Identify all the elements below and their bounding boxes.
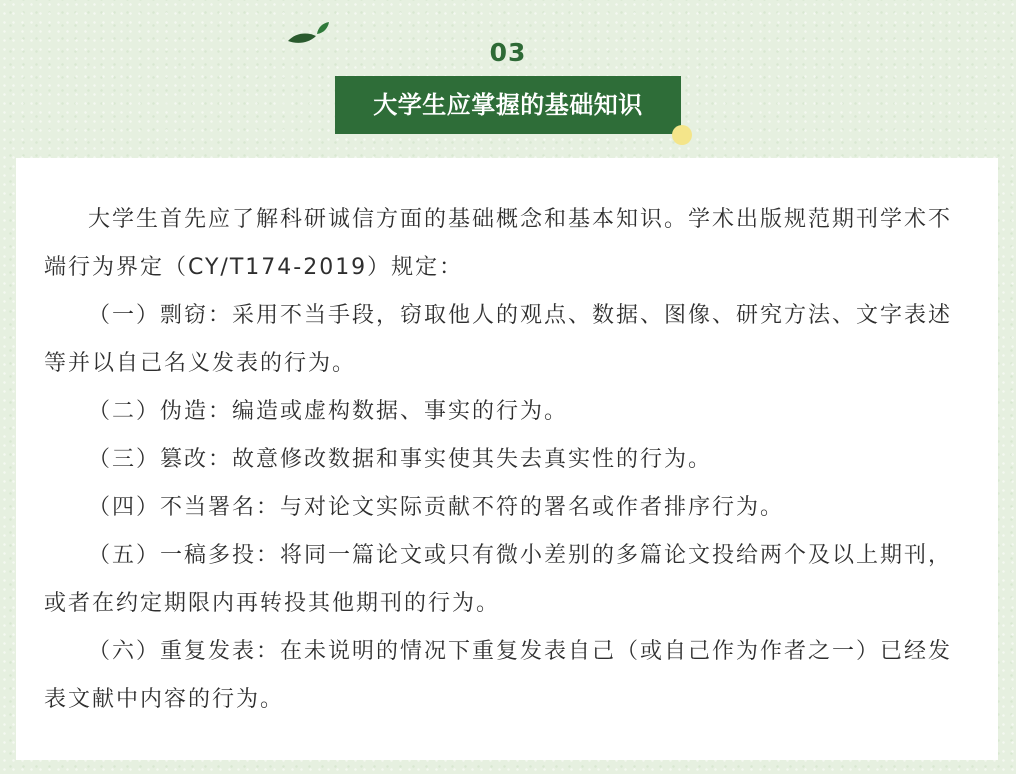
section-number: 03 bbox=[489, 38, 527, 67]
paragraph-intro: 大学生首先应了解科研诚信方面的基础概念和基本知识。学术出版规范期刊学术不端行为界定（CY/T174-2019）规定： bbox=[44, 207, 953, 280]
content-card bbox=[16, 158, 998, 760]
decorative-dot bbox=[672, 125, 692, 145]
section-title: 大学生应掌握的基础知识 bbox=[335, 76, 681, 134]
paragraph-plagiarism: （一）剽窃：采用不当手段，窃取他人的观点、数据、图像、研究方法、文字表述等并以自己名义发表的行为。 bbox=[44, 303, 953, 376]
paragraph-duplicate-publication: （六）重复发表：在未说明的情况下重复发表自己（或自己作为作者之一）已经发表文献中内容的行为。 bbox=[44, 639, 953, 712]
paragraph-falsification: （三）篡改：故意修改数据和事实使其失去真实性的行为。 bbox=[88, 447, 713, 472]
paragraph-fabrication: （二）伪造：编造或虚构数据、事实的行为。 bbox=[88, 399, 569, 424]
paragraph-improper-authorship: （四）不当署名：与对论文实际贡献不符的署名或作者排序行为。 bbox=[88, 495, 785, 520]
paragraph-duplicate-submission: （五）一稿多投：将同一篇论文或只有微小差别的多篇论文投给两个及以上期刊，或者在约定期限内再转投其他期刊的行为。 bbox=[44, 543, 953, 616]
